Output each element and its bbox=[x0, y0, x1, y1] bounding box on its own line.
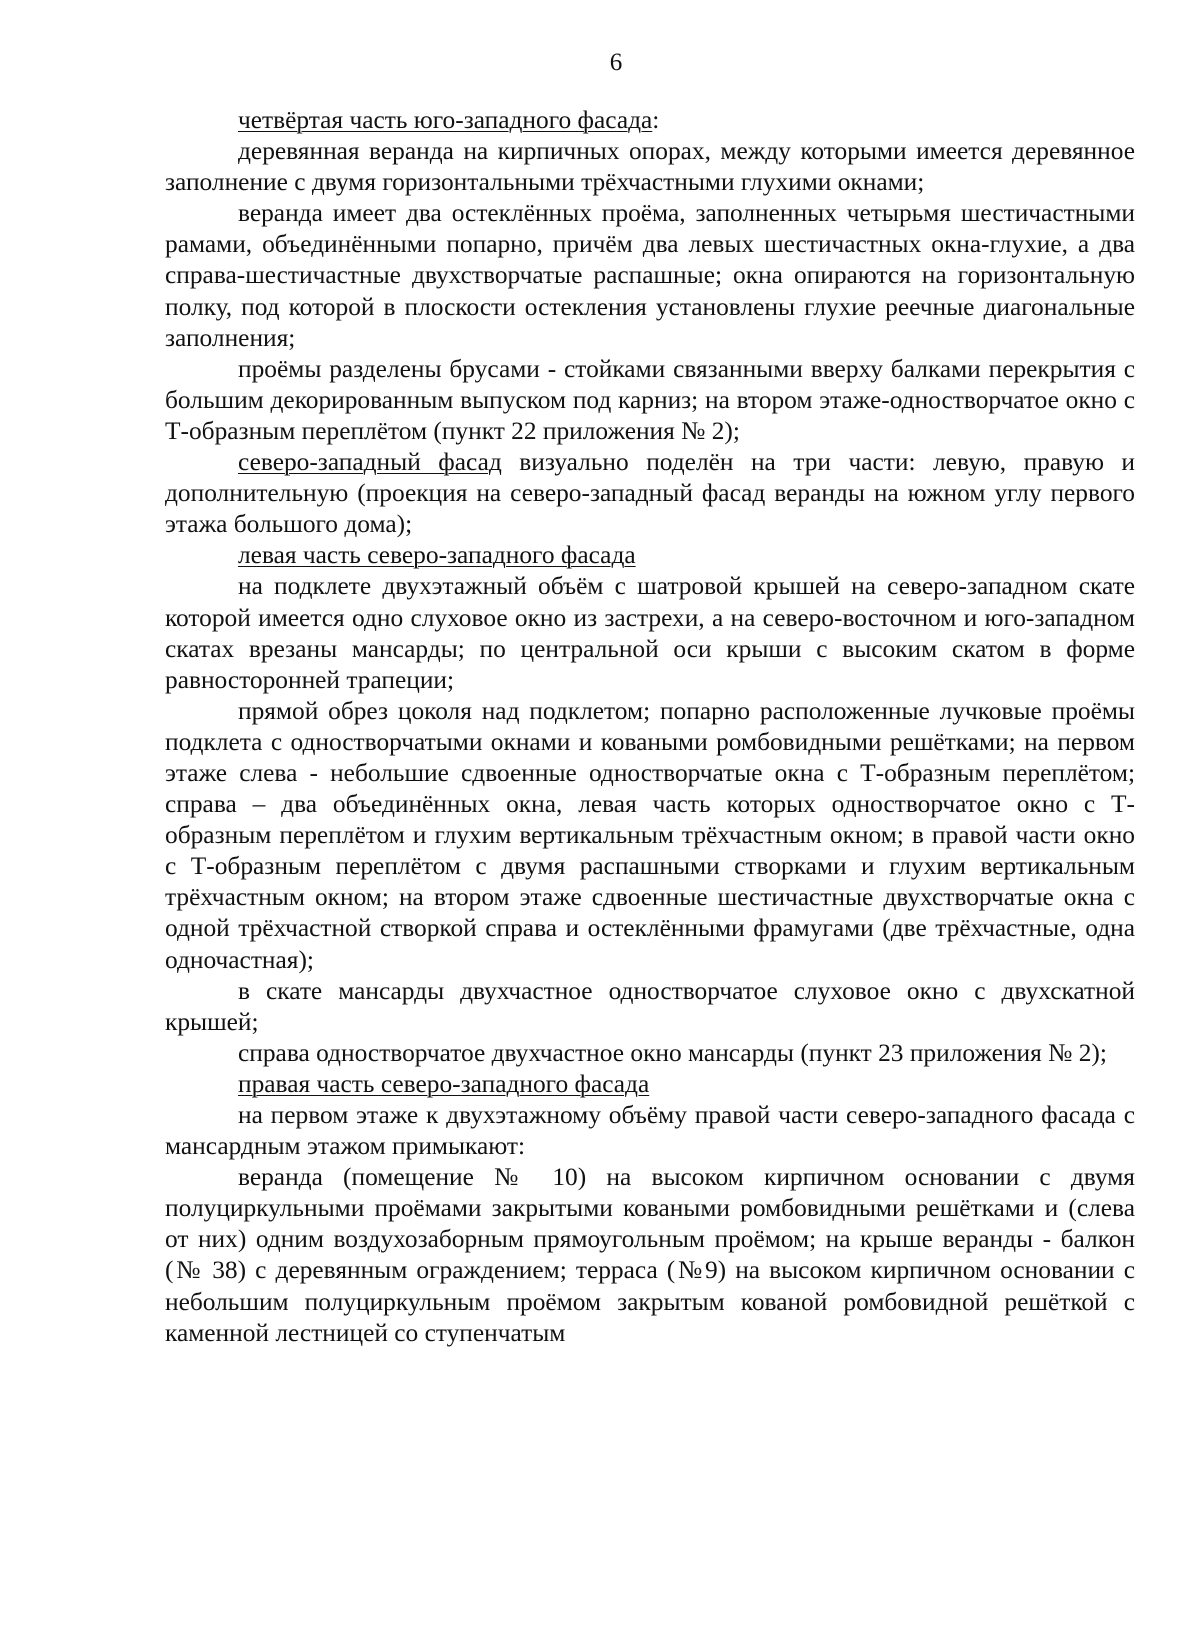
paragraph-veranda-room-10: веранда (помещение № 10) на высоком кирпичном основании с двумя полуциркульными проёмами закрытыми коваными ромбовидными решётками и (слева от них) одним воздухозаборным прямоугольным проёмом; на крыше веранды - балкон (№ 38) с деревянным ограждением; терраса (№9) на высоком кирпичном основании с небольшим полуциркульным проёмом закрытым кованой ромбовидной решёткой с каменной лестницей со ступенчатым bbox=[165, 1163, 1135, 1347]
paragraph-adjoining-volumes: на первом этаже к двухэтажному объёму правой части северо-западного фасада с мансардным этажом примыкают: bbox=[165, 1101, 1135, 1161]
section-heading-northwest-left-part bbox=[165, 540, 1135, 571]
paragraph-two-storey-volume: на подклете двухэтажный объём с шатровой крышей на северо-западном скате которой имеется одно слуховое окно из застрехи, а на северо-восточном и юго-западном скатах врезаны мансарды; по центральной оси крыши с высоким скатом в форме равносторонней трапеции; bbox=[165, 572, 1135, 694]
heading-colon: : bbox=[652, 106, 660, 134]
heading-text: четвёртая часть юго-западного фасада bbox=[238, 106, 653, 134]
section-heading-northwest-right-part bbox=[165, 1069, 1135, 1100]
document-body bbox=[165, 105, 1135, 1349]
paragraph-northwest-facade bbox=[165, 447, 1135, 540]
paragraph-wooden-veranda: деревянная веранда на кирпичных опорах, между которыми имеется деревянное заполнение с двумя горизонтальными трёхчастными глухими окнами; bbox=[165, 137, 1135, 197]
section-heading-southwest-fourth-part bbox=[165, 105, 1135, 136]
paragraph-text: визуально поделён на три части: левую, правую и дополнительную (проекция на северо-западный фасад веранды на южном углу первого этажа большого дома); bbox=[165, 448, 1135, 539]
page-number: 6 bbox=[609, 49, 623, 76]
paragraph-openings-divided: проёмы разделены брусами - стойками связанными вверху балками перекрытия с большим декорированным выпуском под карниз; на втором этаже-одностворчатое окно с Т-образным переплётом (пункт 22 приложения № 2); bbox=[165, 354, 1135, 445]
paragraph-plinth-and-windows: прямой обрез цоколя над подклетом; попарно расположенные лучковые проёмы подклета с одностворчатыми окнами и коваными ромбовидными решётками; на первом этаже слева - небольшие сдвоенные одностворчатые окна с Т-образным переплётом; справа – два объединённых окна, левая часть которых одностворчатое окно с Т-образным переплётом и глухим вертикальным трёхчастным окном; в правой части окно с Т-образным переплётом с двумя распашными створками и глухим вертикальным трёхчастным окном; на втором этаже сдвоенные шестичастные двухстворчатые окна с одной трёхчастной створкой справа и остеклёнными фрамугами (две трёхчастные, одна одночастная); bbox=[165, 696, 1135, 974]
heading-text: правая часть северо-западного фасада bbox=[238, 1069, 650, 1098]
heading-text: левая часть северо-западного фасада bbox=[238, 541, 636, 570]
paragraph-dormer-window: в скате мансарды двухчастное одностворчатое слуховое окно с двухскатной крышей; bbox=[165, 976, 1135, 1036]
underlined-term: северо-западный фасад bbox=[238, 448, 502, 477]
paragraph-mansard-window: справа одностворчатое двухчастное окно мансарды (пункт 23 приложения № 2); bbox=[238, 1038, 1107, 1067]
paragraph-veranda-openings: веранда имеет два остеклённых проёма, заполненных четырьмя шестичастными рамами, объединёнными попарно, причём два левых шестичастных окна-глухие, а два справа-шестичастные двухстворчатые распашные; окна опираются на горизонтальную полку, под которой в плоскости остекления установлены глухие реечные диагональные заполнения; bbox=[165, 199, 1135, 352]
